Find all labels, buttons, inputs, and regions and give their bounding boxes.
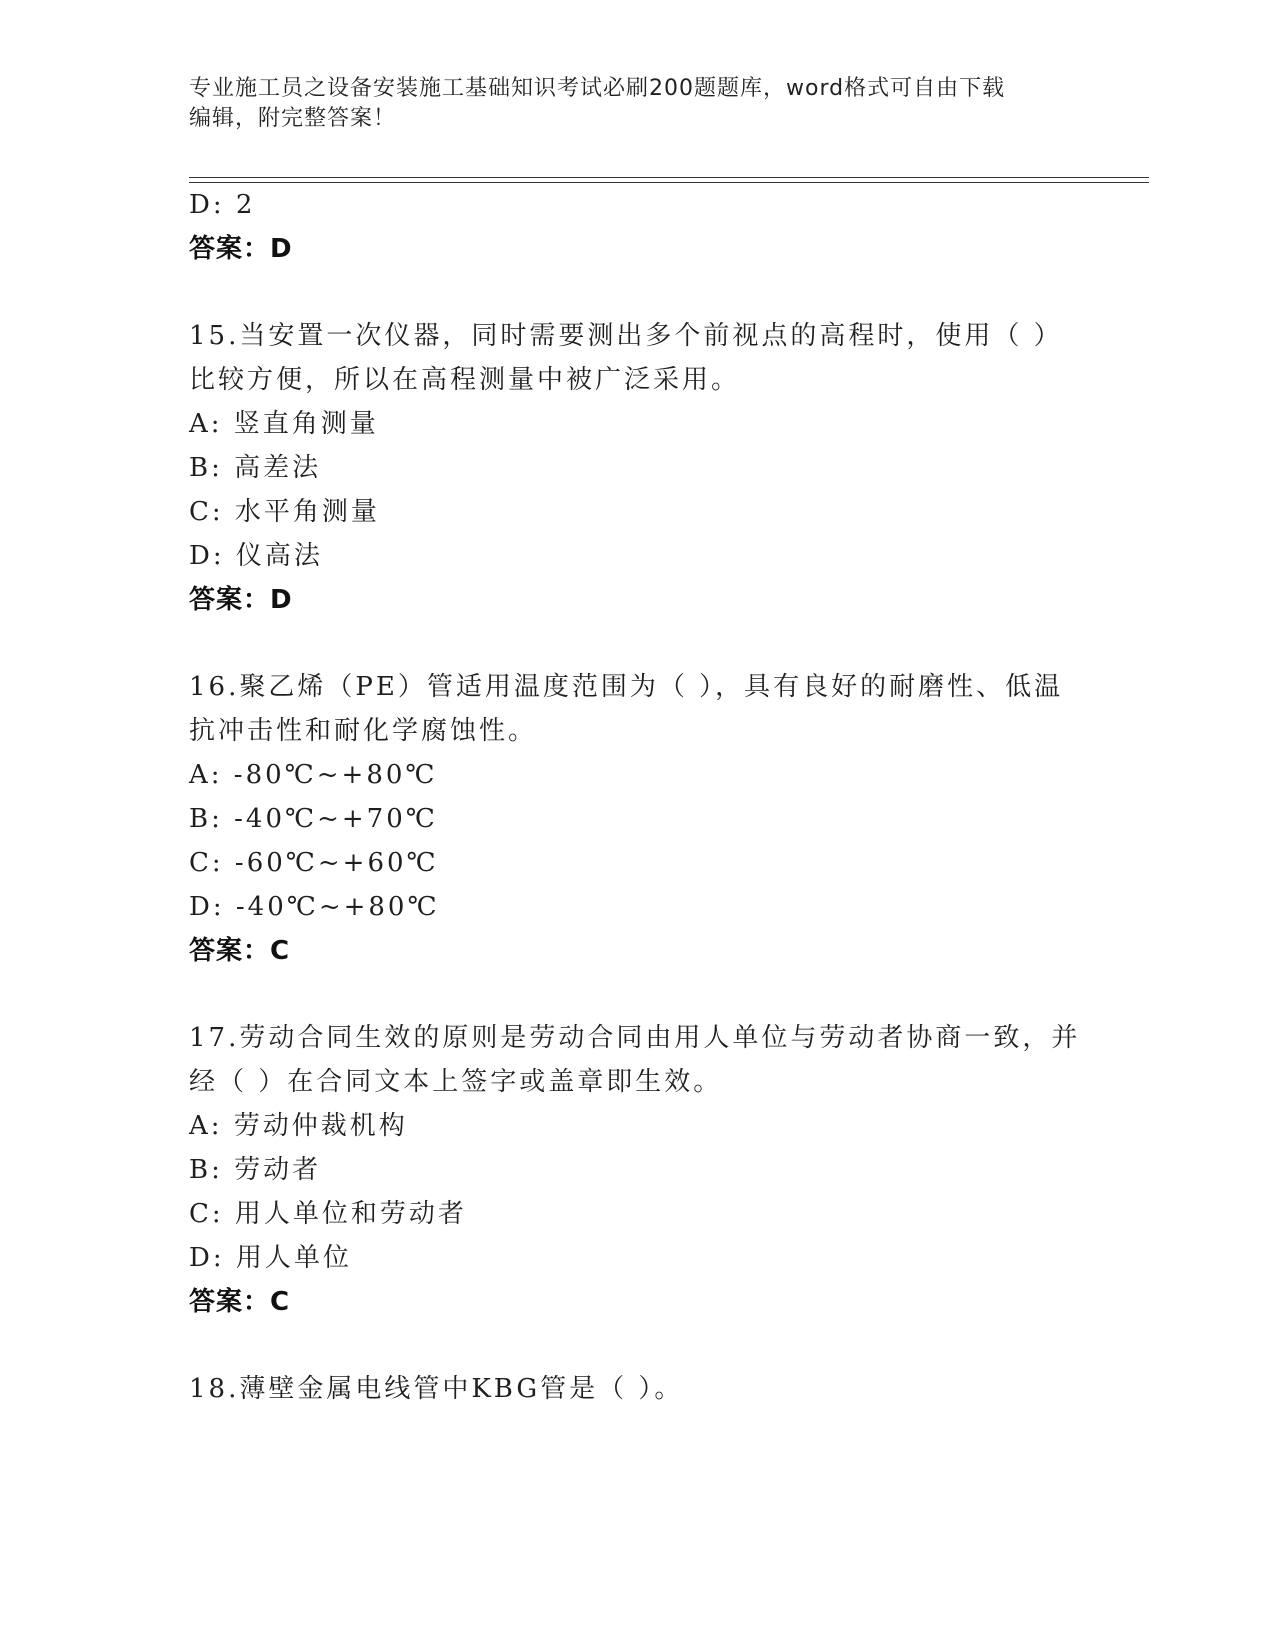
q17-stem-line-1: 17.劳动合同生效的原则是劳动合同由用人单位与劳动者协商一致，并 [189,1023,1081,1053]
q15-option-a: A: 竖直角测量 [189,409,379,439]
prev-option-d: D: 2 [189,190,256,220]
q17-answer: 答案：C [189,1287,291,1317]
q17-option-b: B: 劳动者 [189,1155,322,1185]
q16-option-b: B: -40℃~+70℃ [189,804,438,834]
prev-answer: 答案：D [189,234,293,264]
header-line-1: 专业施工员之设备安装施工基础知识考试必刷200题题库，word格式可自由下载 [189,76,1006,101]
q18-stem-line-1: 18.薄壁金属电线管中KBG管是（ ）。 [189,1374,684,1404]
q15-answer: 答案：D [189,585,293,615]
header-line-2: 编辑，附完整答案！ [189,106,397,131]
q17-option-a: A: 劳动仲裁机构 [189,1111,408,1141]
q16-option-d: D: -40℃~+80℃ [189,892,440,922]
q15-stem-line-2: 比较方便，所以在高程测量中被广泛采用。 [189,365,741,395]
header-divider-bottom [189,182,1149,183]
q16-option-c: C: -60℃~+60℃ [189,848,439,878]
q17-option-d: D: 用人单位 [189,1243,352,1273]
q15-stem-line-1: 15.当安置一次仪器，同时需要测出多个前视点的高程时，使用（ ） [189,321,1063,351]
q15-option-d: D: 仪高法 [189,541,323,571]
q16-option-a: A: -80℃~+80℃ [189,760,438,790]
q16-answer: 答案：C [189,936,291,966]
q15-option-c: C: 水平角测量 [189,497,380,527]
q16-stem-line-1: 16.聚乙烯（PE）管适用温度范围为（ ），具有良好的耐磨性、低温 [189,672,1064,702]
q16-stem-line-2: 抗冲击性和耐化学腐蚀性。 [189,716,538,746]
header-divider-top [189,177,1149,178]
q17-option-c: C: 用人单位和劳动者 [189,1199,467,1229]
document-header [189,74,1089,134]
q15-option-b: B: 高差法 [189,453,322,483]
q17-stem-line-2: 经（ ）在合同文本上签字或盖章即生效。 [189,1067,723,1097]
